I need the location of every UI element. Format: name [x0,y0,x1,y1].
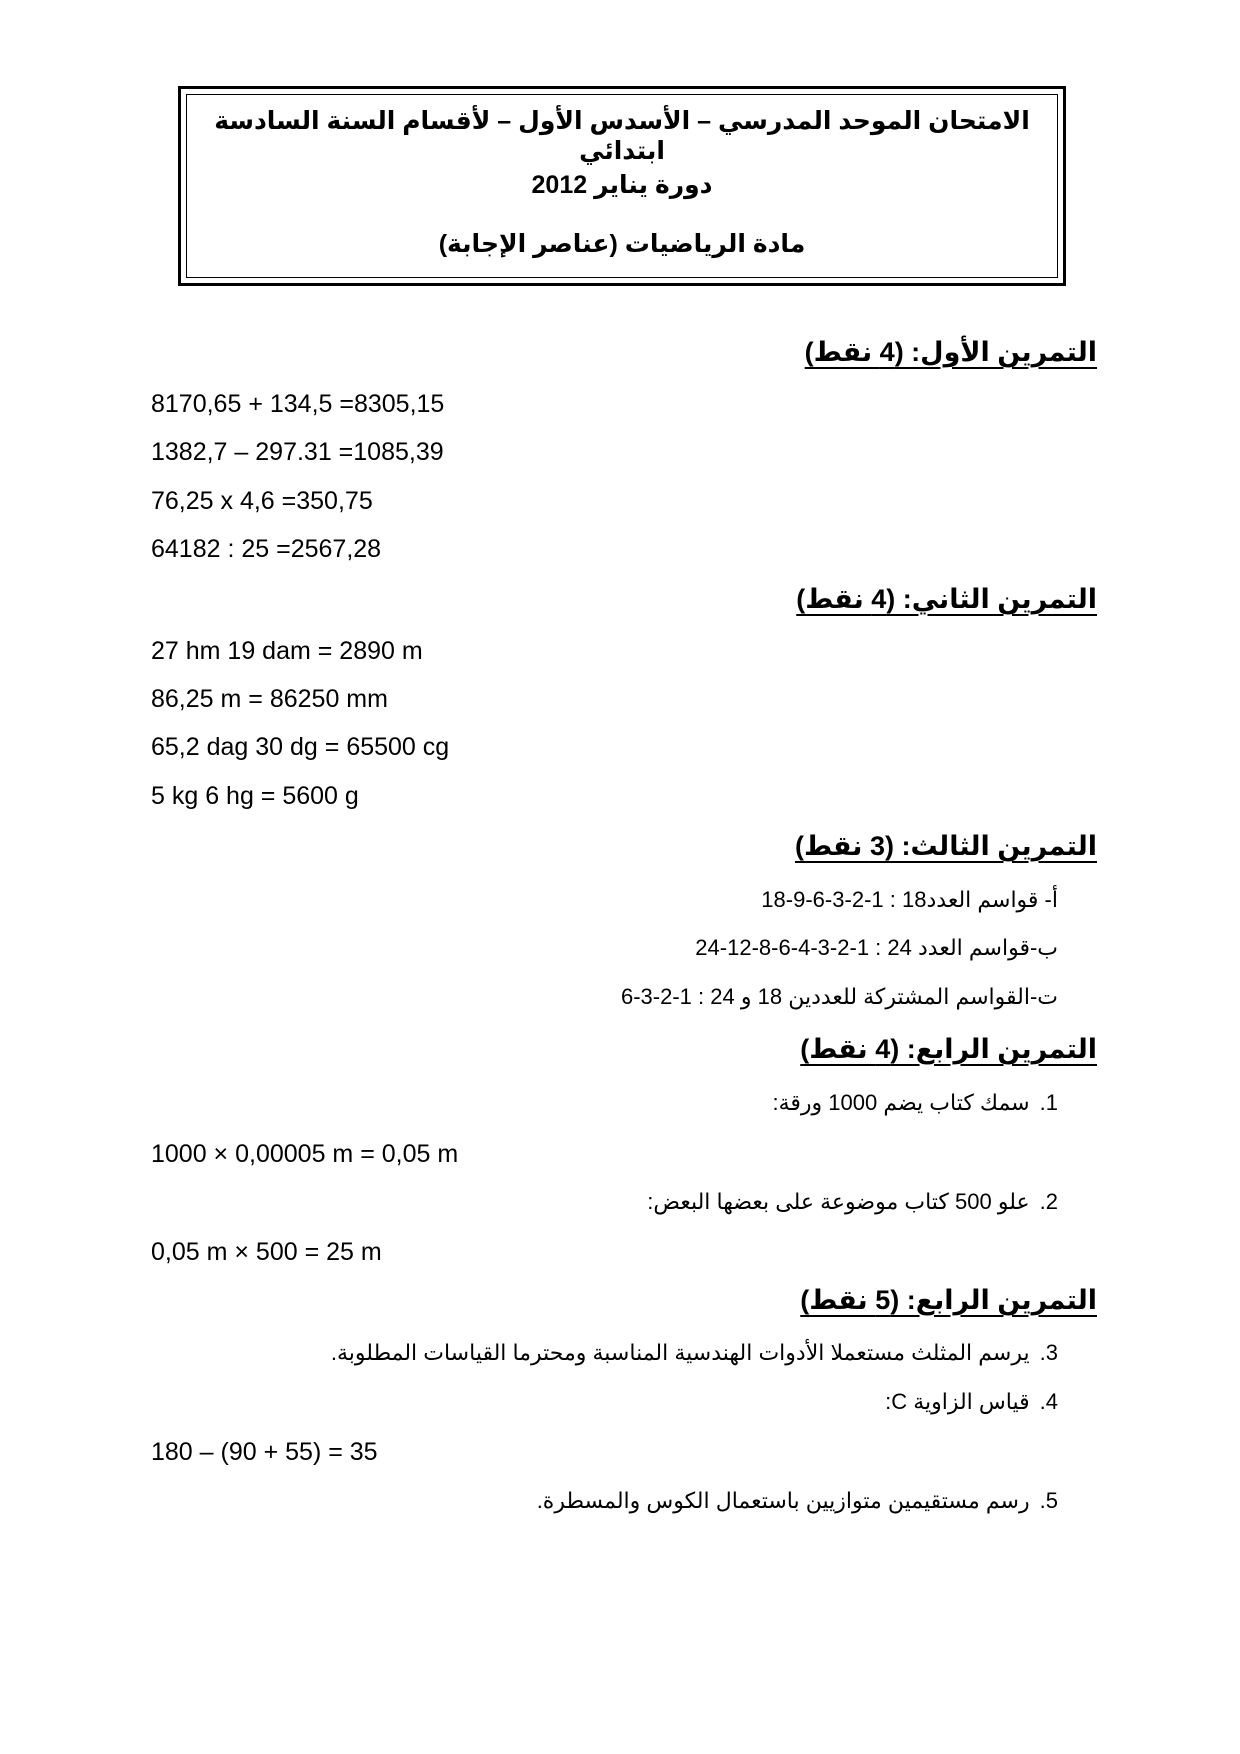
exercise-2-heading: التمرين الثاني: (4 نقط) [796,584,1097,614]
item-number: 4. [1039,1389,1058,1414]
exercise-5-item-4 [885,1387,1058,1417]
exercise-1-line-3: 76,25 x 4,6 =350,75 [151,487,373,515]
exercise-2-line-4: 5 kg 6 hg = 5600 g [151,782,359,810]
exercise-4-item-1 [772,1088,1058,1118]
exercise-5-heading: التمرين الرابع: (5 نقط) [800,1285,1097,1315]
exercise-5-calc: 180 – (90 + 55) = 35 [151,1438,378,1466]
exercise-4-item-2 [647,1187,1058,1217]
exercise-3-heading: التمرين الثالث: (3 نقط) [794,831,1097,861]
item-number: 3. [1039,1340,1058,1365]
exercise-2-line-1: 27 hm 19 dam = 2890 m [151,637,423,665]
exercise-3-divisors-24: ب-قواسم العدد 24 : 1-2-3-4-6-8-12-24 [695,935,1058,960]
item-number: 1. [1039,1090,1058,1115]
exercise-5-item-5 [537,1486,1058,1516]
item-number: 5. [1039,1488,1058,1513]
exercise-4-calc-2: 0,05 m × 500 = 25 m [151,1238,382,1266]
exercise-5-item-3 [331,1338,1058,1368]
item-text: علو 500 كتاب موضوعة على بعضها البعض: [647,1189,1030,1214]
exercise-2-line-3: 65,2 dag 30 dg = 65500 cg [151,733,450,761]
exercise-4-heading: التمرين الرابع: (4 نقط) [800,1034,1097,1064]
item-text: يرسم المثلث مستعملا الأدوات الهندسية المناسبة ومحترما القياسات المطلوبة. [330,1340,1030,1365]
exercise-3-common-divisors: ت-القواسم المشتركة للعددين 18 و 24 : 1-2-3-6 [620,984,1058,1009]
item-text: رسم مستقيمين متوازيين باستعمال الكوس والمسطرة. [536,1488,1030,1513]
exercise-3-divisors-18: أ- قواسم العدد18 : 1-2-3-6-9-18 [761,887,1058,912]
item-text: سمك كتاب يضم 1000 ورقة: [772,1090,1030,1115]
exercise-1-line-2: 1382,7 – 297.31 =1085,39 [151,438,444,466]
exercise-1-line-4: 64182 : 25 =2567,28 [151,535,382,563]
title-box [178,86,1066,286]
exercise-1-heading: التمرين الأول: (4 نقط) [804,337,1097,367]
exercise-2-line-2: 86,25 m = 86250 mm [151,685,388,713]
exam-session: دورة يناير 2012 [531,171,713,199]
exam-subject: مادة الرياضيات (عناصر الإجابة) [438,230,806,258]
exercise-4-calc-1: 1000 × 0,00005 m = 0,05 m [151,1140,459,1168]
exam-title: الامتحان الموحد المدرسي – الأسدس الأول – لأقسام السنة السادسة ابتدائي [214,107,1030,165]
item-text: قياس الزاوية C: [885,1389,1030,1414]
exercise-1-line-1: 8170,65 + 134,5 =8305,15 [151,390,445,418]
item-number: 2. [1039,1189,1058,1214]
